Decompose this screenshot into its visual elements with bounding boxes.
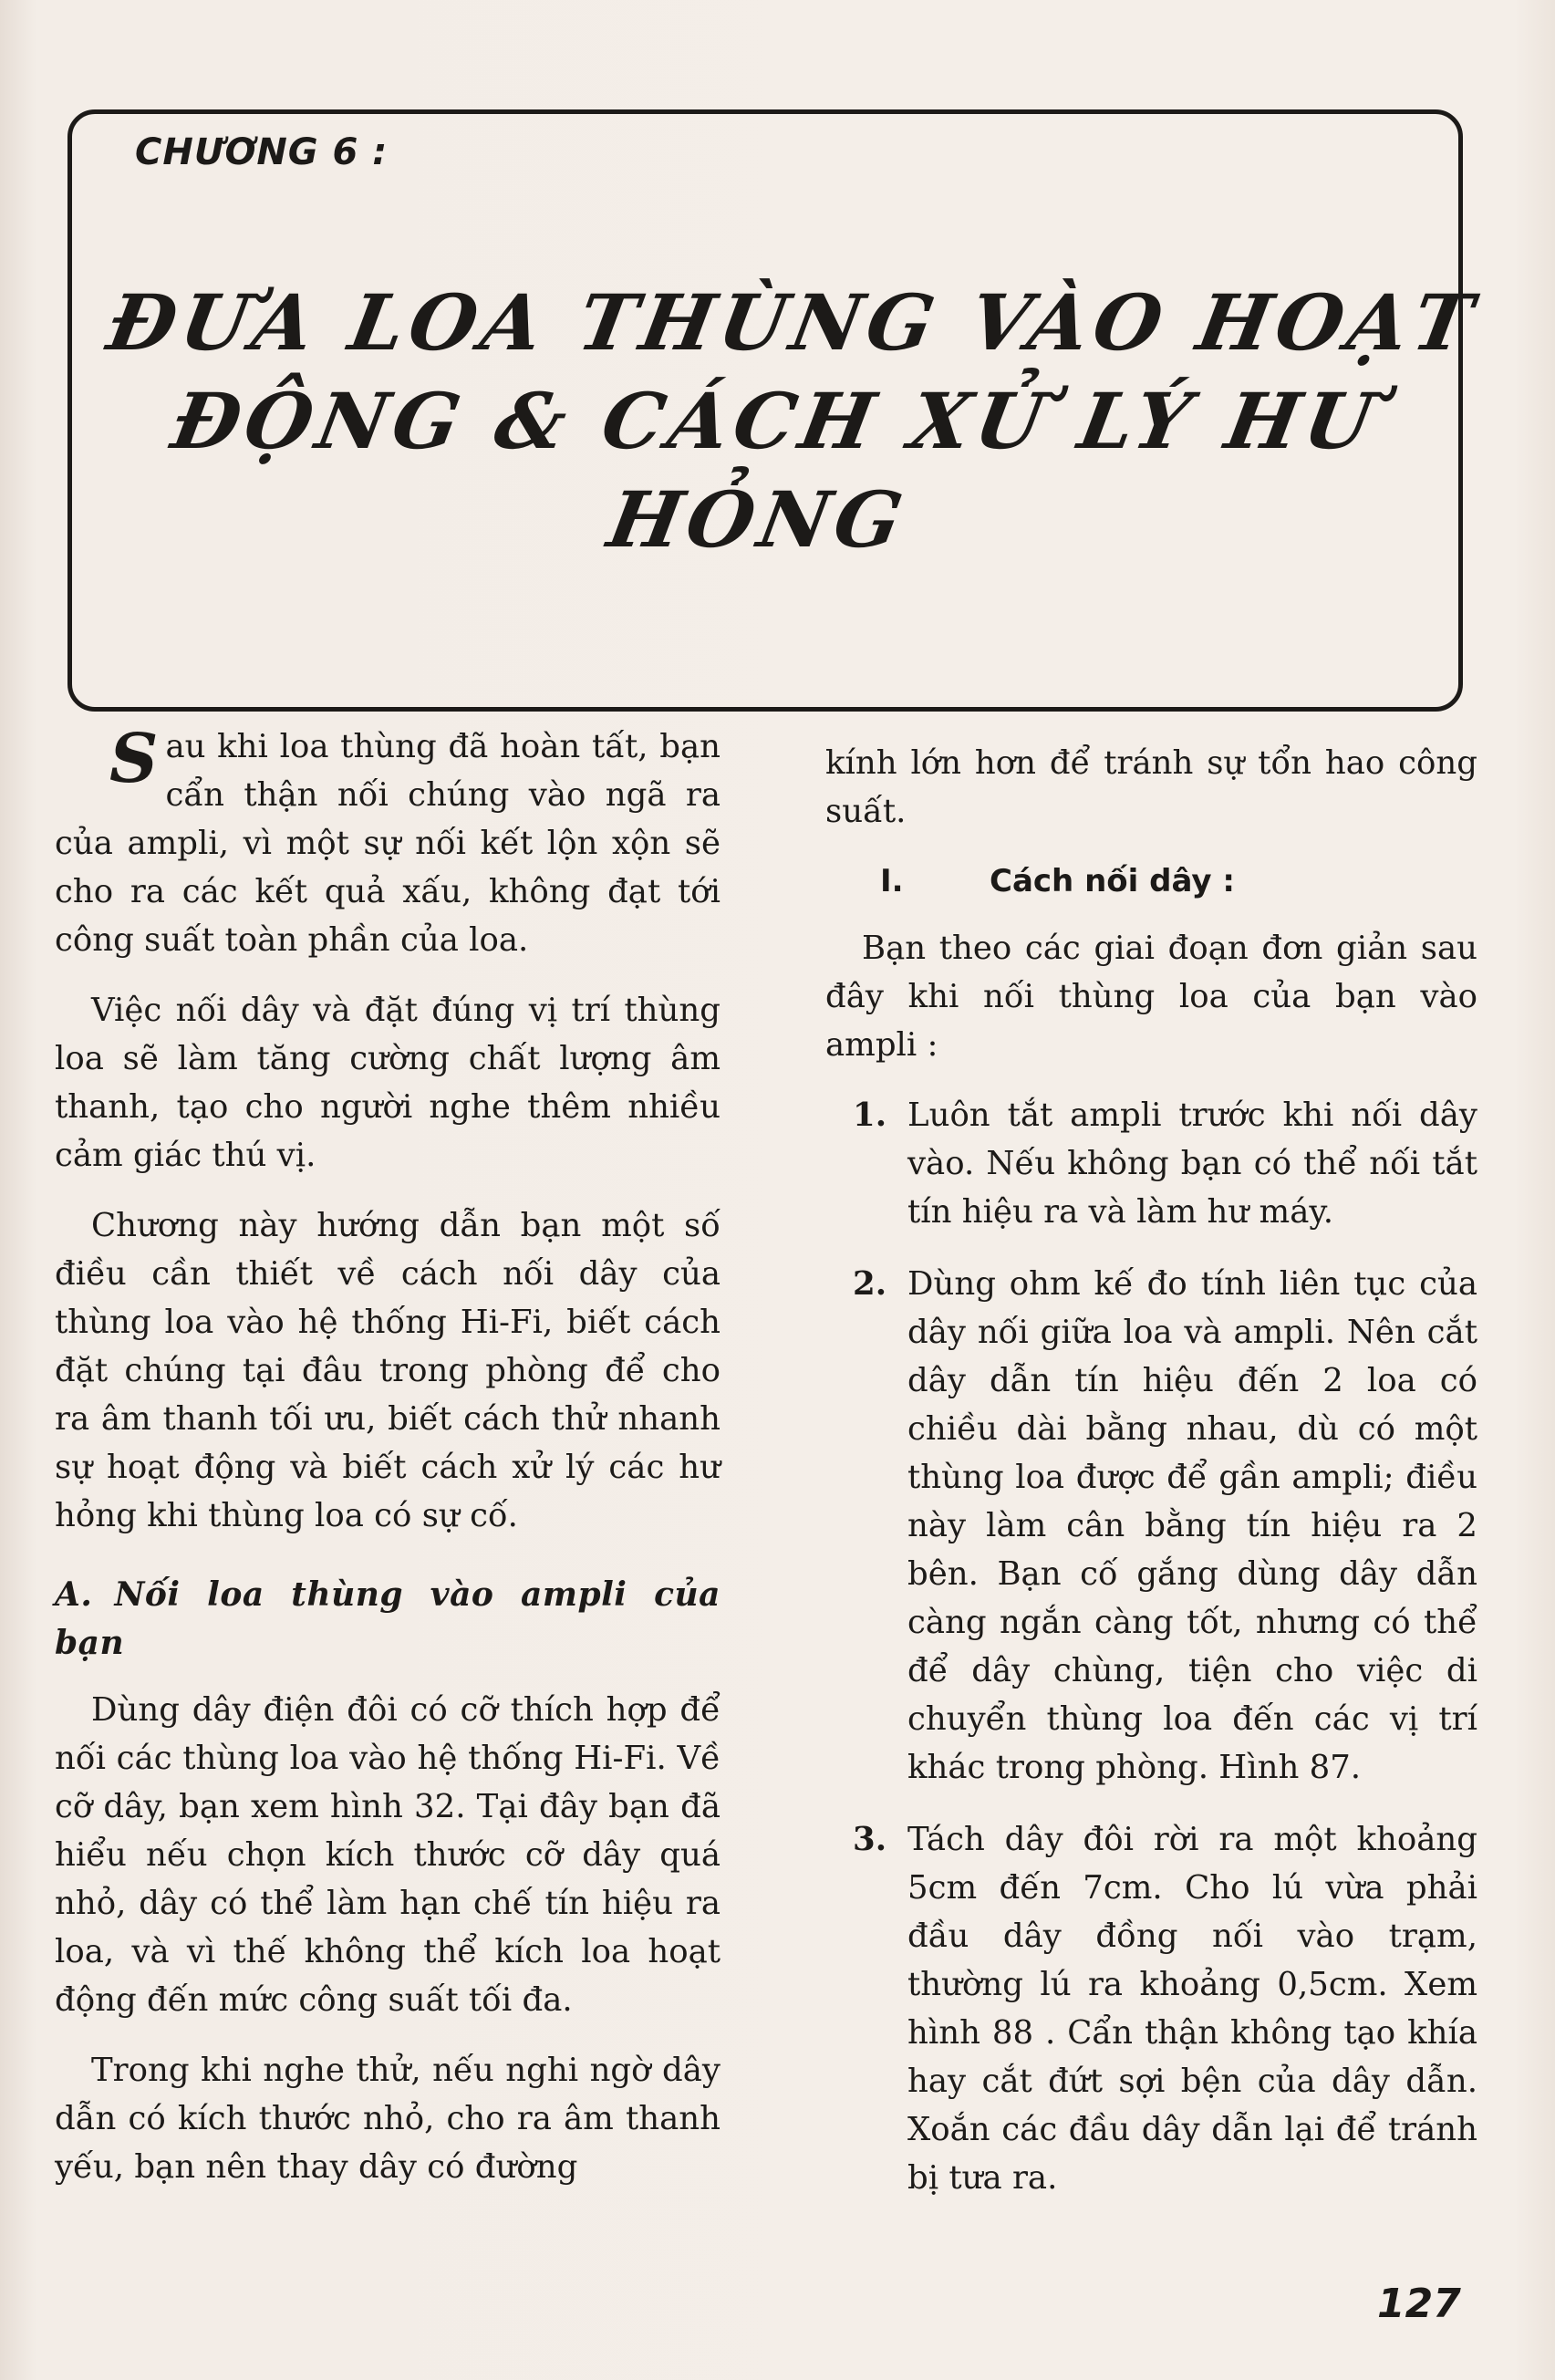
right-column — [825, 739, 1477, 2226]
list-item — [825, 1260, 1477, 1792]
section-a-title: Nối loa thùng vào ampli của bạn — [55, 1575, 720, 1662]
step-text: Dùng ohm kế đo tính liên tục của dây nối giữa loa và ampli. Nên cắt dây dẫn tín hiệu đến 2 loa có chiều dài bằng nhau, dù có một thùng loa được để gần ampli; điều này làm cân bằng tín hiệu ra 2 bên. Bạn cố gắng dùng dây dẫn càng ngắn càng tốt, nhưng có thể để dây chùng, tiện cho việc di chuyển thùng loa đến các vị trí khác trong phòng. Hình 87. — [907, 1265, 1477, 1786]
paragraph-3: Chương này hướng dẫn bạn một số điều cần thiết về cách nối dây của thùng loa vào hệ thống Hi-Fi, biết cách đặt chúng tại đâu trong phòng để cho ra âm thanh tối ưu, biết cách thử nhanh sự hoạt động và biết cách xử lý các hư hỏng khi thùng loa có sự cố. — [55, 1207, 720, 1534]
step-text: Luôn tắt ampli trước khi nối dây vào. Nếu không bạn có thể nối tắt tín hiệu ra và làm hư máy. — [907, 1096, 1477, 1231]
chapter-title: ĐƯA LOA THÙNG VÀO HOẠT ĐỘNG & CÁCH XỬ LÝ HƯ HỎNG — [100, 277, 1485, 565]
list-item — [825, 1815, 1477, 2202]
steps-list — [825, 1091, 1477, 2202]
drop-cap: S — [109, 720, 159, 798]
chapter-label: CHƯƠNG 6 : — [135, 131, 389, 173]
paragraph-5: Trong khi nghe thử, nếu nghi ngờ dây dẫn có kích thước nhỏ, cho ra âm thanh yếu, bạn nên thay dây có đường — [55, 2052, 720, 2186]
left-column — [55, 722, 720, 2213]
section-i-title: Cách nối dây : — [990, 863, 1235, 899]
page-number: 127 — [1377, 2281, 1461, 2327]
step-text: Tách dây đôi rời ra một khoảng 5cm đến 7cm. Cho lú vừa phải đầu dây đồng nối vào trạm, thường lú ra khoảng 0,5cm. Xem hình 88 . Cẩn thận không tạo khía hay cắt đứt sợi bện của dây dẫn. Xoắn các đầu dây dẫn lại để tránh bị tưa ra. — [907, 1821, 1477, 2197]
continued-paragraph: kính lớn hơn để tránh sự tổn hao công suất. — [825, 744, 1477, 830]
paragraph-2: Việc nối dây và đặt đúng vị trí thùng loa sẽ làm tăng cường chất lượng âm thanh, tạo cho người nghe thêm nhiều cảm giác thú vị. — [55, 992, 720, 1174]
section-a-label: A. — [55, 1575, 93, 1614]
intro-text: au khi loa thùng đã hoàn tất, bạn cẩn thận nối chúng vào ngã ra của ampli, vì một sự nối kết lộn xộn sẽ cho ra các kết quả xấu, không đạt tới công suất toàn phần của loa. — [55, 728, 720, 959]
intro-paragraph — [55, 722, 720, 964]
section-i-label: I. — [880, 863, 904, 899]
step-number: 1. — [853, 1096, 887, 1134]
step-number: 3. — [853, 1821, 887, 1858]
paragraph-4: Dùng dây điện đôi có cỡ thích hợp để nối các thùng loa vào hệ thống Hi-Fi. Về cỡ dây, bạn xem hình 32. Tại đây bạn đã hiểu nếu chọn kích thước cỡ dây quá nhỏ, dây có thể làm hạn chế tín hiệu ra loa, và vì thế không thể kích loa hoạt động đến mức công suất tối đa. — [55, 1691, 720, 2019]
section-i-heading — [880, 857, 1477, 906]
list-item — [825, 1091, 1477, 1236]
steps-intro: Bạn theo các giai đoạn đơn giản sau đây khi nối thùng loa của bạn vào ampli : — [825, 930, 1477, 1064]
step-number: 2. — [853, 1265, 887, 1303]
section-a-heading — [55, 1571, 720, 1668]
